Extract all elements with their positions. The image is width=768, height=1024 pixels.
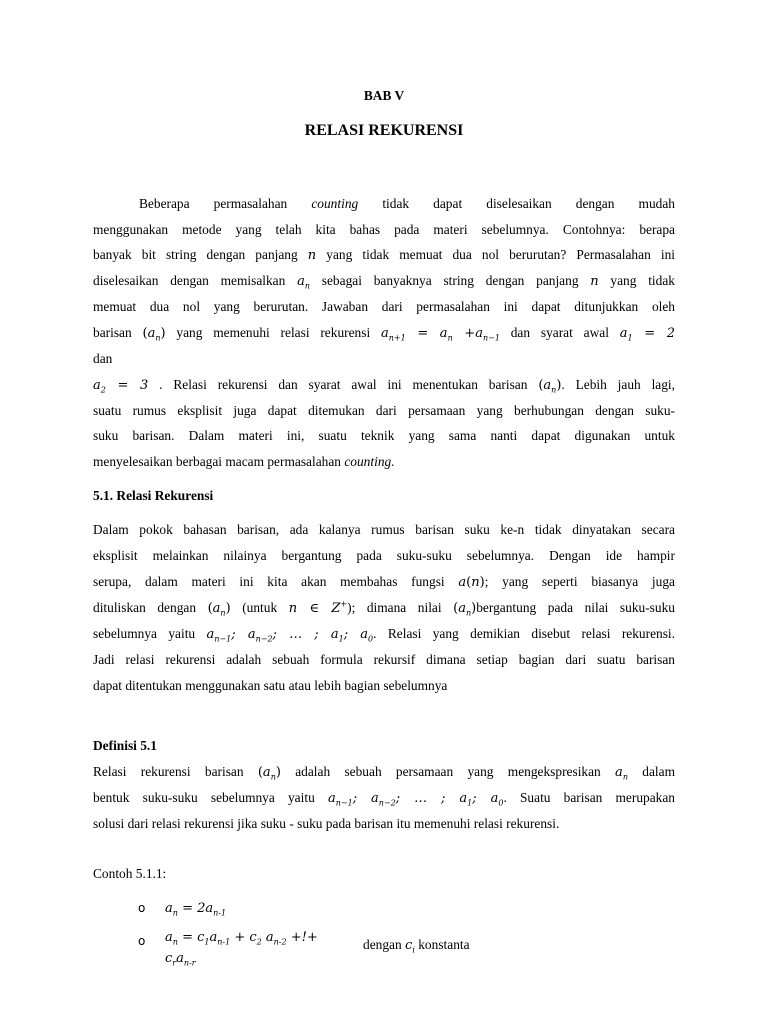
intro-line-3: banyak bit string dengan panjang n yang tidak memuat dua nol berurutan? Permasalahan ini [93, 247, 675, 263]
intro-line-10: suku barisan. Dalam materi ini, suatu teknik yang sama nanti dapat digunakan untuk [93, 428, 675, 443]
section-line-5: sebelumnya yaitu $a_{n-1}$; $a_{n-2}$; … ; $a_1$; $a_0$. Relasi yang demikian disebut relasi rekurensi. [93, 626, 676, 644]
intro-line-2: menggunakan metode yang telah kita bahas pada materi sebelumnya. Contohnya: berapa [93, 222, 675, 237]
recurrence-equation-1: $a_n = 2a_{n-1}$ [165, 901, 227, 918]
intro-line-4: diselesaikan dengan memisalkan $a_n$ sebagai banyaknya string dengan panjang n yang tidak [93, 273, 675, 291]
intro-line-1: Beberapa permasalahan counting tidak dapat diselesaikan dengan mudah [139, 196, 675, 211]
intro-line-11: menyelesaikan berbagai macam permasalahan counting. [93, 454, 395, 469]
chapter-title: RELASI REKURENSI [304, 122, 464, 139]
section-line-7: dapat ditentukan menggunakan satu atau lebih bagian sebelumnya [93, 678, 448, 693]
bullet-icon: o [138, 934, 146, 948]
recurrence-equation-2-continued: $c_ra_{n-r}$ [165, 951, 196, 968]
recurrence-equation-2: $a_n = c_1a_{n-1} + c_2$ $a_{n-2}$ +!+ [165, 930, 318, 947]
section-heading: 5.1. Relasi Rekurensi [93, 488, 214, 503]
section-line-6: Jadi relasi rekurensi adalah sebuah formula rekursif dimana setiap bagian dari suatu barisan [93, 652, 675, 667]
section-line-4: dituliskan dengan $(a_n)$ (untuk n ∈ Z+); dimana nilai $(a_n)bergantung$ pada nilai suku-suku [93, 599, 675, 618]
chapter-label: BAB V [363, 88, 405, 103]
definition-heading: Definisi 5.1 [93, 738, 157, 753]
section-line-3: serupa, dalam materi ini kita akan membahas fungsi a(n); yang seperti biasanya juga [93, 574, 675, 590]
intro-line-9: suatu rumus eksplisit juga dapat ditemukan dari persamaan yang berhubungan dengan suku- [93, 403, 675, 418]
section-line-2: eksplisit melainkan nilainya bergantung pada suku-suku sebelumnya. Dengan ide hampir [93, 548, 675, 563]
constant-note: dengan $c_i$ konstanta [363, 937, 470, 955]
intro-line-5: memuat dua nol yang berurutan. Jawaban dari permasalahan ini dapat ditunjukkan oleh [93, 299, 675, 314]
intro-line-7: dan [93, 351, 113, 366]
definition-line-2: bentuk suku-suku sebelumnya yaitu $a_{n-1}$; $a_{n-2}$; … ; $a_1$; $a_0$. Suatu barisan merupakan [93, 790, 675, 808]
example-heading: Contoh 5.1.1: [93, 866, 167, 881]
definition-line-1: Relasi rekurensi barisan $(a_n)$ adalah sebuah persamaan yang mengekspresikan $a_n$ dalam [93, 764, 675, 782]
bullet-icon: o [138, 901, 146, 915]
definition-line-3: solusi dari relasi rekurensi jika suku - suku pada barisan itu memenuhi relasi rekurensi. [93, 816, 560, 831]
intro-line-8: $a_2 = 3$ . Relasi rekurensi dan syarat awal ini menentukan barisan $(a_n)$. Lebih jauh lagi, [93, 377, 676, 395]
section-line-1: Dalam pokok bahasan barisan, ada kalanya rumus barisan suku ke-n tidak dinyatakan secara [93, 522, 675, 537]
intro-line-6: barisan $(a_n)$ yang memenuhi relasi rekurensi $a_{n+1} = a_n +a_{n-1}$ dan syarat awal $a_1 = 2$ [93, 325, 675, 343]
